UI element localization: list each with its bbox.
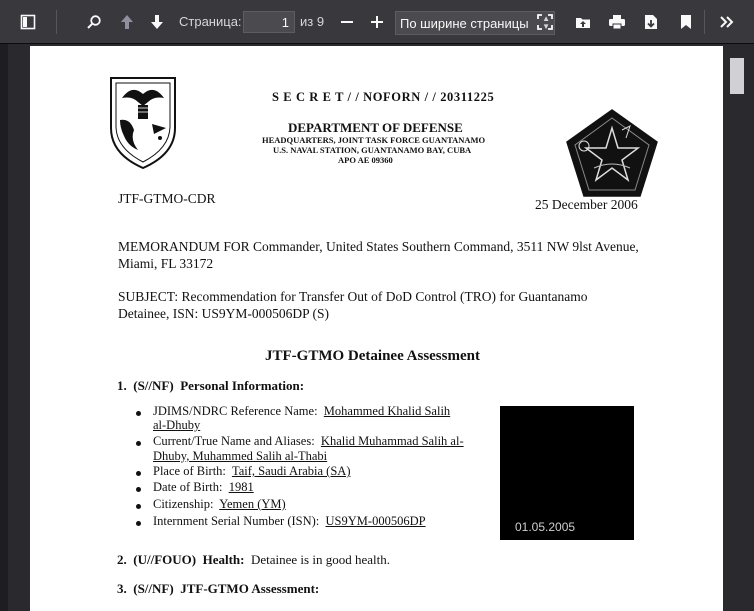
item-label: Date of Birth: — [153, 480, 223, 494]
item-value: Taif, Saudi Arabia (SA) — [231, 464, 351, 478]
zoom-in-icon[interactable] — [366, 8, 388, 36]
item-value-continued: Dhuby, Muhammed Salih al-Thabi — [153, 449, 328, 463]
section-2-text: Detainee is in good health. — [250, 552, 390, 567]
item-label: Internment Serial Number (ISN): — [153, 514, 320, 528]
photo-date: 01.05.2005 — [515, 520, 576, 534]
section-2-class: (U//FOUO) — [133, 552, 197, 567]
bullet — [136, 471, 141, 476]
item-value-continued: al-Dhuby — [153, 418, 201, 432]
memo-to-line-2: Miami, FL 33172 — [118, 256, 214, 271]
item-label: Citizenship: — [153, 497, 214, 511]
bullet — [136, 504, 141, 509]
list-item — [153, 464, 350, 479]
section-1-number: 1. — [117, 378, 127, 393]
document-viewer[interactable] — [8, 44, 726, 611]
toolbar-divider — [56, 10, 57, 34]
bullet — [136, 487, 141, 492]
list-item — [153, 514, 426, 529]
southcom-seal — [108, 76, 178, 175]
hq-line-2: U.S. NAVAL STATION, GUANTANAMO BAY, CUBA — [273, 145, 472, 155]
section-2-title: Health: — [202, 552, 245, 567]
list-item — [153, 497, 286, 512]
toolbar-divider — [704, 10, 705, 34]
page-label: Страница: — [179, 14, 242, 29]
memo-to-line-1: MEMORANDUM FOR Commander, United States Southern Command, 3511 NW 9lst Avenue, — [118, 239, 639, 254]
section-3-class: (S//NF) — [133, 581, 174, 596]
page-total: из 9 — [300, 14, 325, 29]
section-3-title: JTF-GTMO Assessment: — [180, 581, 320, 596]
subject-line-1: SUBJECT: Recommendation for Transfer Out of DoD Control (TRO) for Guantanamo — [118, 289, 588, 304]
section-3-number: 3. — [117, 581, 127, 596]
section-2-heading — [117, 552, 390, 568]
hq-line-1: HEADQUARTERS, JOINT TASK FORCE GUANTANAMO — [262, 135, 486, 145]
vertical-scrollbar[interactable] — [726, 44, 754, 611]
tools-menu-icon[interactable] — [712, 8, 742, 36]
viewer-left-edge — [0, 44, 8, 611]
item-value: Khalid Muhammad Salih al- — [320, 434, 464, 448]
item-value: 1981 — [228, 480, 254, 494]
assessment-title: JTF-GTMO Detainee Assessment — [265, 348, 480, 364]
reference-code: JTF-GTMO-CDR — [118, 191, 216, 206]
memo-date: 25 December 2006 — [535, 197, 638, 212]
item-label: Current/True Name and Aliases: — [153, 434, 315, 448]
subject-line-2: Detainee, ISN: US9YM-000506DP (S) — [118, 306, 329, 321]
next-page-icon[interactable] — [144, 8, 170, 36]
section-1-heading — [117, 378, 304, 394]
list-item — [153, 404, 450, 419]
zoom-select-value: По ширине страницы — [400, 15, 529, 31]
bullet — [136, 441, 141, 446]
download-icon[interactable] — [638, 8, 664, 36]
search-icon[interactable] — [80, 8, 108, 36]
bookmark-icon[interactable] — [674, 8, 698, 36]
chevron-updown-icon: ▲ ▼ — [542, 14, 550, 31]
previous-page-icon[interactable] — [114, 8, 140, 36]
department-title: DEPARTMENT OF DEFENSE — [288, 120, 463, 135]
print-icon[interactable] — [604, 8, 630, 36]
presentation-mode-icon[interactable] — [533, 8, 557, 36]
hq-line-3: APO AE 09360 — [338, 155, 393, 165]
redacted-photo — [500, 406, 634, 540]
pdf-page — [30, 46, 723, 611]
bullet — [136, 521, 141, 526]
section-1-class: (S//NF) — [133, 378, 174, 393]
list-item — [153, 480, 254, 495]
pdf-toolbar — [0, 0, 754, 44]
sidebar-toggle-icon[interactable] — [12, 8, 44, 36]
section-2-number: 2. — [117, 552, 127, 567]
classification-header: S E C R E T / / NOFORN / / 20311225 — [272, 90, 495, 104]
item-value: Yemen (YM) — [219, 497, 286, 511]
bullet — [136, 411, 141, 416]
scrollbar-thumb[interactable] — [730, 58, 744, 94]
zoom-out-icon[interactable] — [336, 8, 358, 36]
section-3-heading — [117, 581, 319, 597]
item-label: Place of Birth: — [153, 464, 226, 478]
section-1-title: Personal Information: — [180, 378, 305, 393]
item-value: US9YM-000506DP — [325, 514, 426, 528]
page-number-input[interactable] — [243, 11, 295, 33]
zoom-select[interactable] — [395, 11, 555, 35]
jtf-gtmo-seal — [564, 108, 660, 205]
open-file-icon[interactable] — [570, 8, 596, 36]
item-label: JDIMS/NDRC Reference Name: — [153, 404, 318, 418]
item-value: Mohammed Khalid Salih — [323, 404, 451, 418]
list-item — [153, 434, 464, 449]
